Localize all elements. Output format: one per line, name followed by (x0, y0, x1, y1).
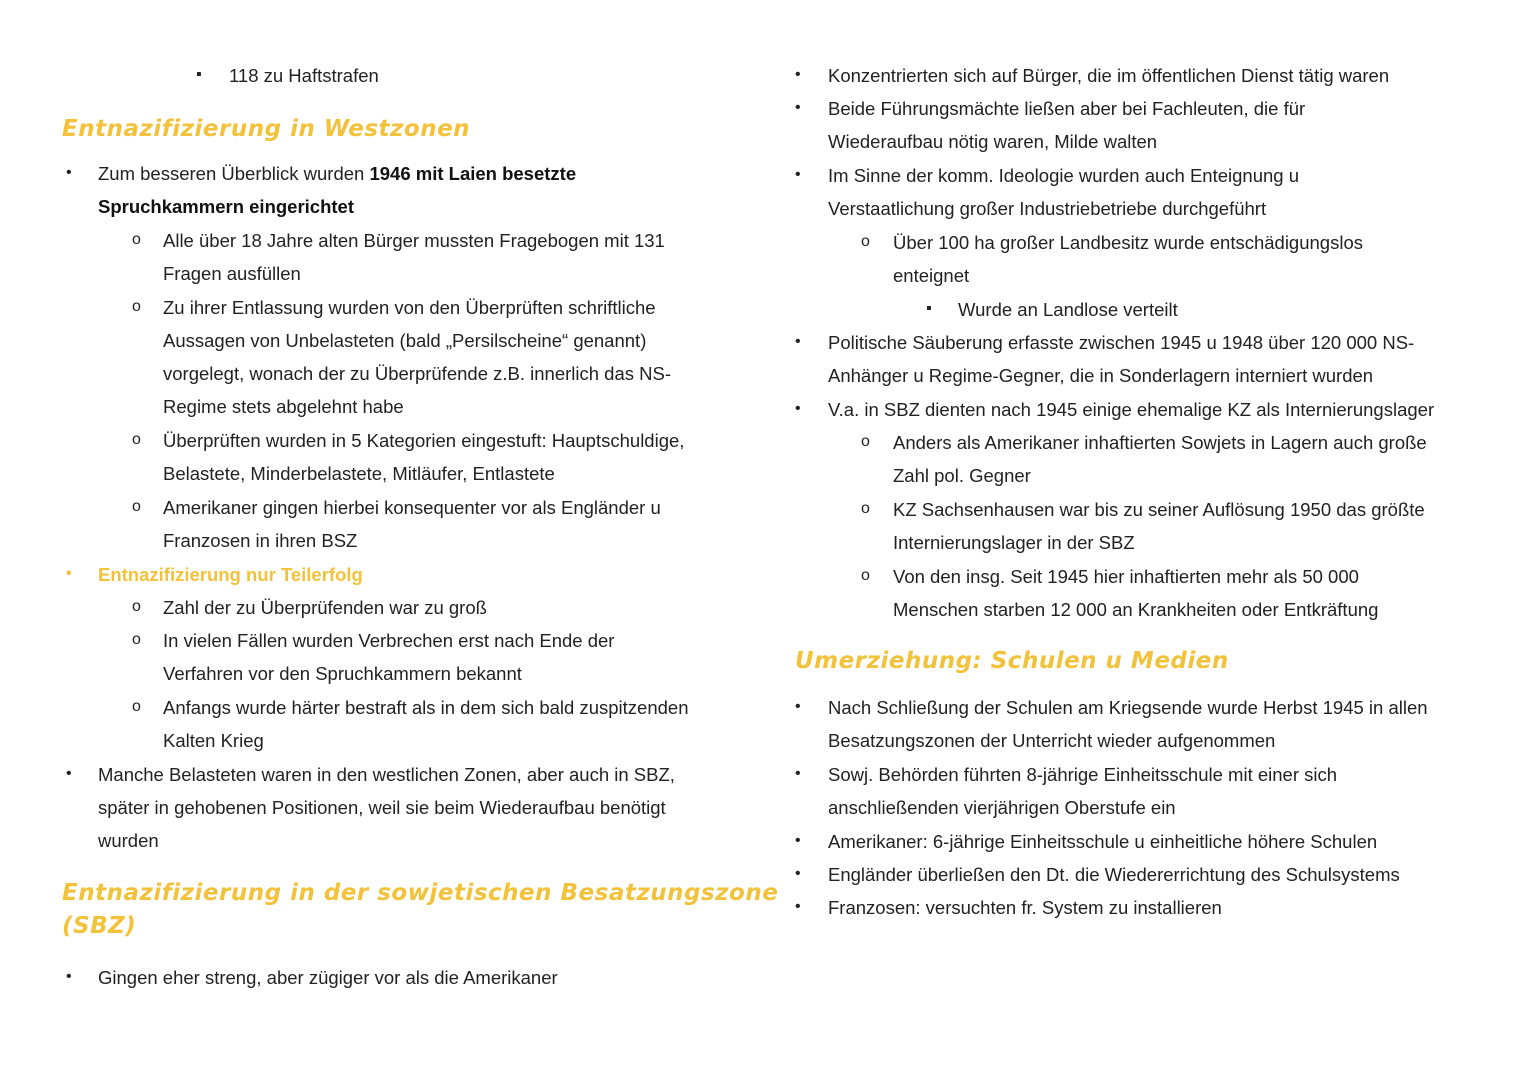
bullet: • (795, 865, 801, 882)
text-line: KZ Sachsenhausen war bis zu seiner Auflösung 1950 das größte (893, 499, 1425, 520)
section-heading-sbz: Entnazifizierung in der sowjetischen Besatzungszone (62, 880, 779, 906)
section-heading-umerziehung: Umerziehung: Schulen u Medien (795, 648, 1229, 674)
text-line: Wiederaufbau nötig waren, Milde walten (828, 131, 1158, 152)
circle-bullet: o (132, 298, 141, 315)
circle-bullet: o (132, 598, 141, 615)
text-line: anschließenden vierjährigen Oberstufe ein (828, 797, 1176, 818)
bullet: • (795, 400, 801, 417)
text-line: vorgelegt, wonach der zu Überprüfende z.B. innerlich das NS- (163, 363, 671, 384)
square-bullet: ▪ (926, 300, 932, 317)
text-line: Verfahren vor den Spruchkammern bekannt (163, 663, 522, 684)
text-line: Verstaatlichung großer Industriebetriebe durchgeführt (828, 198, 1267, 219)
bullet: • (795, 66, 801, 83)
circle-bullet: o (861, 433, 870, 450)
text-line: Überprüften wurden in 5 Kategorien eingestuft: Hauptschuldige, (163, 430, 685, 451)
circle-bullet: o (861, 567, 870, 584)
section-heading-sbz-line2: (SBZ) (62, 913, 137, 939)
section-heading-westzonen: Entnazifizierung in Westzonen (62, 116, 471, 142)
text-line: Gingen eher streng, aber zügiger vor als die Amerikaner (98, 967, 558, 988)
bullet: • (66, 765, 72, 782)
circle-bullet: o (132, 231, 141, 248)
text-line: Besatzungszonen der Unterricht wieder aufgenommen (828, 730, 1276, 751)
text-line: Regime stets abgelehnt habe (163, 396, 404, 417)
text-line: Zahl pol. Gegner (893, 465, 1031, 486)
text-line (98, 162, 576, 186)
bullet: • (795, 765, 801, 782)
bold-text: Spruchkammern eingerichtet (98, 196, 354, 217)
text-line: Politische Säuberung erfasste zwischen 1945 u 1948 über 120 000 NS- (828, 332, 1415, 353)
bullet: • (66, 968, 72, 985)
text-line: Aussagen von Unbelasteten (bald „Persilscheine“ genannt) (163, 330, 647, 351)
text-line: Fragen ausfüllen (163, 263, 301, 284)
text-line: Menschen starben 12 000 an Krankheiten oder Entkräftung (893, 599, 1379, 620)
text-line: enteignet (893, 265, 970, 286)
text-line: Von den insg. Seit 1945 hier inhaftierten mehr als 50 000 (893, 566, 1359, 587)
text-line: Anders als Amerikaner inhaftierten Sowjets in Lagern auch große (893, 432, 1427, 453)
bullet: • (795, 698, 801, 715)
bullet: • (66, 565, 72, 582)
text-line: Belastete, Minderbelastete, Mitläufer, Entlastete (163, 463, 555, 484)
text-line: Amerikaner gingen hierbei konsequenter vor als Engländer u (163, 497, 661, 518)
text-line: 118 zu Haftstrafen (229, 65, 379, 86)
circle-bullet: o (132, 431, 141, 448)
bullet: • (795, 166, 801, 183)
text-line: Amerikaner: 6-jährige Einheitsschule u einheitliche höhere Schulen (828, 831, 1378, 852)
bold-text: 1946 mit Laien besetzte (369, 163, 577, 184)
text-line: In vielen Fällen wurden Verbrechen erst nach Ende der (163, 630, 615, 651)
square-bullet: ▪ (196, 66, 202, 83)
bullet: • (66, 164, 72, 181)
text-line: Anhänger u Regime-Gegner, die in Sonderlagern interniert wurden (828, 365, 1374, 386)
circle-bullet: o (132, 631, 141, 648)
text-line: Manche Belasteten waren in den westlichen Zonen, aber auch in SBZ, (98, 764, 675, 785)
text-span: Zum besseren Überblick wurden (98, 163, 370, 184)
text-line: Franzosen in ihren BSZ (163, 530, 358, 551)
text-line: Anfangs wurde härter bestraft als in dem sich bald zuspitzenden (163, 697, 689, 718)
text-line: Zahl der zu Überprüfenden war zu groß (163, 597, 487, 618)
text-line: Kalten Krieg (163, 730, 264, 751)
text-line: Beide Führungsmächte ließen aber bei Fachleuten, die für (828, 98, 1306, 119)
text-line: Franzosen: versuchten fr. System zu installieren (828, 897, 1222, 918)
circle-bullet: o (861, 233, 870, 250)
subheading-teilerfolg: Entnazifizierung nur Teilerfolg (98, 564, 363, 585)
text-line: Wurde an Landlose verteilt (958, 299, 1178, 320)
text-line: später in gehobenen Positionen, weil sie beim Wiederaufbau benötigt (98, 797, 666, 818)
text-line: Über 100 ha großer Landbesitz wurde entschädigungslos (893, 232, 1363, 253)
text-line: V.a. in SBZ dienten nach 1945 einige ehemalige KZ als Internierungslager (828, 399, 1435, 420)
circle-bullet: o (861, 500, 870, 517)
text-line: Engländer überließen den Dt. die Wiedererrichtung des Schulsystems (828, 864, 1400, 885)
bullet: • (795, 898, 801, 915)
text-line: Zu ihrer Entlassung wurden von den Überprüften schriftliche (163, 297, 656, 318)
text-line: Sowj. Behörden führten 8-jährige Einheitsschule mit einer sich (828, 764, 1338, 785)
text-line: wurden (98, 830, 159, 851)
bullet: • (795, 832, 801, 849)
bullet: • (795, 99, 801, 116)
text-line: Internierungslager in der SBZ (893, 532, 1135, 553)
text-line: Nach Schließung der Schulen am Kriegsende wurde Herbst 1945 in allen (828, 697, 1428, 718)
circle-bullet: o (132, 498, 141, 515)
text-line: Im Sinne der komm. Ideologie wurden auch Enteignung u (828, 165, 1300, 186)
text-line: Alle über 18 Jahre alten Bürger mussten Fragebogen mit 131 (163, 230, 665, 251)
circle-bullet: o (132, 698, 141, 715)
bullet: • (795, 333, 801, 350)
text-line: Konzentrierten sich auf Bürger, die im öffentlichen Dienst tätig waren (828, 65, 1390, 86)
